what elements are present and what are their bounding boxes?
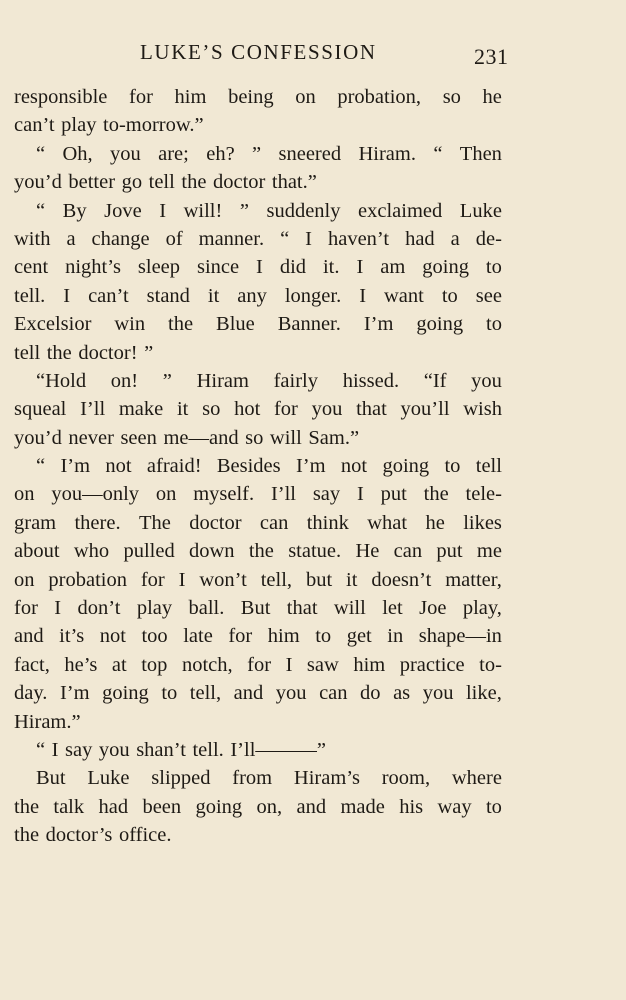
word: on <box>14 568 35 591</box>
word: seen <box>120 426 157 449</box>
text-line <box>14 310 502 338</box>
word: that <box>286 597 318 620</box>
word: you <box>275 682 307 705</box>
word: the <box>14 795 40 818</box>
text-line <box>14 736 502 764</box>
text-line <box>14 480 502 508</box>
word: a <box>450 227 460 250</box>
word: ball. <box>188 597 225 620</box>
word: don’t <box>77 597 121 620</box>
word: from <box>232 767 273 790</box>
word: tell, <box>260 568 293 591</box>
word: I’m <box>59 682 90 705</box>
word: and <box>233 682 264 705</box>
word: Excelsior <box>14 313 92 336</box>
word: I <box>359 284 367 307</box>
word: will <box>269 426 302 449</box>
word: the <box>46 341 72 364</box>
text-line <box>14 424 502 452</box>
word: Hiram.” <box>14 710 81 733</box>
text-line <box>14 622 502 650</box>
word: suddenly <box>266 199 341 222</box>
word: like, <box>465 682 502 705</box>
word: won’t <box>199 568 247 591</box>
word: think <box>306 511 349 534</box>
word: he <box>425 511 445 534</box>
word: Besides <box>216 455 281 478</box>
word: going <box>102 682 149 705</box>
word: “ <box>36 199 46 222</box>
word: you—only <box>51 483 140 506</box>
word: ” <box>239 199 249 222</box>
word: can’t <box>14 114 55 137</box>
word: I <box>356 256 364 279</box>
word: “ <box>36 142 46 165</box>
word: hot <box>234 398 261 421</box>
word: I’ll <box>80 398 106 421</box>
word: to <box>485 795 502 818</box>
word: But <box>240 597 271 620</box>
word: Blue <box>216 313 255 336</box>
word: night’s <box>65 256 121 279</box>
word: too <box>141 625 168 648</box>
word: I <box>256 256 263 279</box>
word: can <box>259 511 289 534</box>
text-line <box>14 253 502 281</box>
word: in <box>387 625 404 648</box>
word: are; <box>158 142 189 165</box>
word: on <box>295 86 316 108</box>
word: doctor! <box>78 341 138 364</box>
word: can <box>319 682 348 705</box>
word: on, <box>256 795 283 818</box>
word: there. <box>74 511 121 534</box>
word: with <box>14 227 51 250</box>
word: the <box>181 171 207 194</box>
word: it <box>176 398 189 421</box>
word: day. <box>14 682 48 705</box>
word: for <box>129 86 153 108</box>
word: ” <box>144 341 154 364</box>
word: doctor <box>189 511 242 534</box>
word: to- <box>479 653 502 676</box>
word: probation, <box>337 86 422 108</box>
word: exclaimed <box>358 199 443 222</box>
word: I <box>54 597 62 620</box>
word: say <box>65 738 93 761</box>
word: say <box>312 483 341 506</box>
word: gram <box>14 511 57 534</box>
word: a <box>66 227 76 250</box>
word: do <box>360 682 381 705</box>
word: likes <box>463 511 502 534</box>
word: see <box>475 284 502 307</box>
word: de- <box>475 227 502 250</box>
word: you <box>471 369 502 392</box>
word: the <box>248 540 274 563</box>
word: can <box>393 540 423 563</box>
word: I <box>356 483 364 506</box>
word: tell. <box>14 284 46 307</box>
word: I’m <box>60 455 91 478</box>
word: stand <box>146 284 190 307</box>
text-line <box>14 140 502 168</box>
word: go <box>121 171 143 194</box>
word: to <box>444 455 461 478</box>
word: for <box>247 653 272 676</box>
text-line <box>14 764 502 792</box>
word: Then <box>459 142 502 165</box>
text-line <box>14 367 502 395</box>
word: been <box>142 795 182 818</box>
word: pulled <box>123 540 175 563</box>
word: “ <box>36 738 46 761</box>
word: hissed. <box>342 369 400 392</box>
word: “Hold <box>36 369 87 392</box>
word: probation <box>48 568 127 591</box>
word: I’m <box>295 455 326 478</box>
word: will <box>333 597 366 620</box>
word: the <box>423 483 449 506</box>
word: doesn’t <box>371 568 432 591</box>
word: down <box>189 540 235 563</box>
word: “ <box>280 227 290 250</box>
word: afraid! <box>146 455 202 478</box>
word: what <box>367 511 408 534</box>
word: Hiram. <box>358 142 416 165</box>
word: late <box>183 625 213 648</box>
word: for <box>228 625 253 648</box>
word: fact, <box>14 653 50 676</box>
word: me—and <box>163 426 239 449</box>
word: he’s <box>64 653 98 676</box>
word: and <box>296 795 327 818</box>
word: going <box>416 313 464 336</box>
word: of <box>165 227 183 250</box>
word: and <box>14 625 44 648</box>
word: to <box>161 682 178 705</box>
word: you’d <box>14 171 62 194</box>
word: better <box>68 171 116 194</box>
word: doctor’s <box>45 824 113 847</box>
word: He <box>355 540 380 563</box>
text-line <box>14 197 502 225</box>
word: you’ll <box>400 398 450 421</box>
word: had <box>405 227 435 250</box>
word: sleep <box>137 256 181 279</box>
word: ” <box>162 369 172 392</box>
word: for <box>140 568 165 591</box>
word: going <box>382 455 430 478</box>
body-text <box>14 83 502 850</box>
word: longer. <box>284 284 342 307</box>
word: change <box>91 227 150 250</box>
word: it. <box>322 256 340 279</box>
word: tell, <box>189 682 222 705</box>
word: Sam.” <box>308 426 360 449</box>
word: the <box>14 824 40 847</box>
word: win <box>114 313 146 336</box>
word: so <box>245 426 264 449</box>
word: I <box>305 227 312 250</box>
word: that.” <box>271 171 317 194</box>
word: Luke <box>459 199 502 222</box>
word: since <box>196 256 240 279</box>
word: saw <box>306 653 339 676</box>
running-head <box>0 40 626 70</box>
word: Banner. <box>277 313 341 336</box>
word: going <box>195 795 243 818</box>
word: play <box>136 597 173 620</box>
word: slipped <box>151 767 211 790</box>
word: room, <box>381 767 431 790</box>
word: want <box>384 284 424 307</box>
word: never <box>68 426 114 449</box>
word: I’ll———” <box>230 738 326 761</box>
word: but <box>305 568 333 591</box>
word: I <box>51 738 59 761</box>
word: to <box>441 284 458 307</box>
word: being <box>228 86 274 108</box>
word: eh? <box>206 142 235 165</box>
word: him <box>174 86 207 108</box>
word: tell <box>148 171 175 194</box>
word: will! <box>183 199 223 222</box>
text-line <box>14 651 502 679</box>
word: way <box>437 795 472 818</box>
word: I <box>63 284 71 307</box>
word: for <box>273 398 298 421</box>
word: the <box>168 313 194 336</box>
word: tell <box>14 341 41 364</box>
word: doctor <box>212 171 266 194</box>
text-line <box>14 821 502 849</box>
word: shape—in <box>418 625 502 648</box>
word: sneered <box>278 142 342 165</box>
text-line <box>14 509 502 537</box>
word: get <box>346 625 372 648</box>
word: on <box>14 483 35 506</box>
word: made <box>340 795 385 818</box>
word: his <box>399 795 424 818</box>
word: that <box>356 398 387 421</box>
word: “ <box>36 455 46 478</box>
word: any <box>237 284 267 307</box>
word: tell <box>475 455 502 478</box>
word: I <box>285 653 293 676</box>
word: put <box>380 483 407 506</box>
word: cent <box>14 256 49 279</box>
word: to-morrow.” <box>103 114 204 137</box>
word: who <box>73 540 110 563</box>
word: shan’t <box>136 738 186 761</box>
word: I’m <box>363 313 394 336</box>
word: The <box>138 511 171 534</box>
word: But <box>36 767 66 790</box>
word: tele- <box>465 483 502 506</box>
word: so <box>442 86 461 108</box>
text-line <box>14 339 502 367</box>
text-line <box>14 679 502 707</box>
word: responsible <box>14 86 108 108</box>
word: tell. <box>192 738 224 761</box>
word: not <box>105 455 132 478</box>
word: had <box>98 795 129 818</box>
word: on! <box>110 369 139 392</box>
word: did <box>279 256 307 279</box>
page-number: 231 <box>474 44 509 69</box>
word: you <box>422 682 454 705</box>
word: to <box>485 256 502 279</box>
word: am <box>380 256 406 279</box>
word: “If <box>423 369 447 392</box>
text-line <box>14 83 502 111</box>
word: Oh, <box>62 142 93 165</box>
word: you <box>98 738 130 761</box>
word: Joe <box>419 597 447 620</box>
word: I <box>159 199 167 222</box>
running-title: LUKE’S CONFESSION <box>140 40 377 64</box>
word: at <box>111 653 127 676</box>
word: notch, <box>181 653 233 676</box>
word: not <box>99 625 126 648</box>
word: it <box>346 568 358 591</box>
word: you <box>110 142 141 165</box>
word: play <box>61 114 97 137</box>
word: to <box>315 625 332 648</box>
word: wish <box>463 398 502 421</box>
text-line <box>14 566 502 594</box>
word: Hiram’s <box>293 767 360 790</box>
text-line <box>14 168 502 196</box>
word: for <box>14 597 38 620</box>
text-line <box>14 708 502 736</box>
word: statue. <box>288 540 342 563</box>
word: so <box>202 398 221 421</box>
word: play, <box>462 597 502 620</box>
word: ” <box>252 142 262 165</box>
word: to <box>486 313 502 336</box>
word: talk <box>53 795 85 818</box>
word: let <box>382 597 403 620</box>
word: on <box>155 483 177 506</box>
word: it’s <box>59 625 85 648</box>
text-line <box>14 452 502 480</box>
word: put <box>436 540 463 563</box>
word: he <box>482 86 502 108</box>
word: practice <box>399 653 465 676</box>
word: can’t <box>88 284 129 307</box>
text-line <box>14 594 502 622</box>
word: Jove <box>104 199 142 222</box>
word: it <box>207 284 220 307</box>
word: “ <box>433 142 443 165</box>
word: office. <box>118 824 172 847</box>
word: top <box>141 653 168 676</box>
word: myself. <box>193 483 255 506</box>
word: me <box>476 540 502 563</box>
text-line <box>14 395 502 423</box>
text-line <box>14 282 502 310</box>
word: about <box>14 540 60 563</box>
text-line <box>14 793 502 821</box>
word: where <box>451 767 502 790</box>
word: him <box>267 625 300 648</box>
word: By <box>62 199 87 222</box>
word: him <box>353 653 386 676</box>
text-line <box>14 537 502 565</box>
word: manner. <box>198 227 265 250</box>
word: Luke <box>87 767 130 790</box>
word: I’ll <box>270 483 296 506</box>
text-line <box>14 225 502 253</box>
word: fairly <box>273 369 319 392</box>
word: make <box>118 398 164 421</box>
word: going <box>422 256 469 279</box>
text-line <box>14 111 502 139</box>
word: matter, <box>445 568 502 591</box>
word: you’d <box>14 426 62 449</box>
word: you <box>311 398 343 421</box>
word: haven’t <box>327 227 390 250</box>
word: I <box>178 568 186 591</box>
word: squeal <box>14 398 67 421</box>
word: as <box>393 682 411 705</box>
word: not <box>340 455 368 478</box>
word: Hiram <box>196 369 249 392</box>
